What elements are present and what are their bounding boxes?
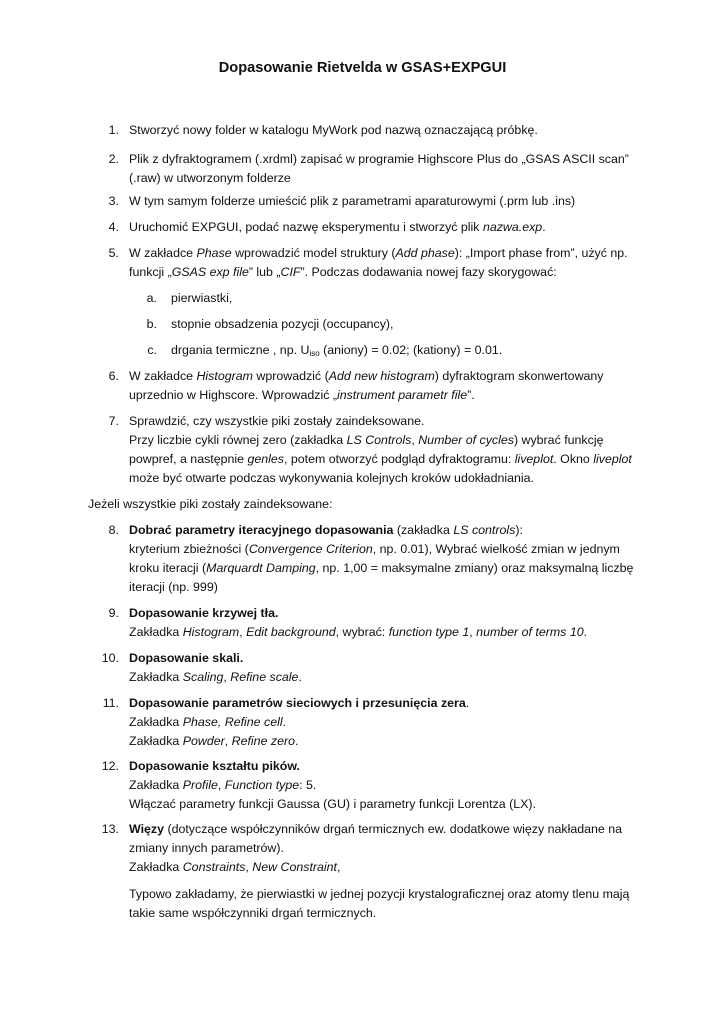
text-run: W zakładce xyxy=(129,246,197,260)
list-item xyxy=(108,367,649,405)
text-run: zmiany innych parametrów). xyxy=(129,841,284,855)
text-run: uprzednio w Highscore. Wprowadzić „ xyxy=(129,388,337,402)
text-run: Dopasowanie skali. xyxy=(129,651,244,665)
text-run: Zakładka xyxy=(129,625,183,639)
list-item xyxy=(101,757,649,814)
text-run: Number of cycles xyxy=(418,433,514,447)
text-run: . xyxy=(542,220,546,234)
text-run: W zakładce xyxy=(129,369,197,383)
list-item xyxy=(102,694,649,751)
sub-list-item xyxy=(146,289,651,308)
text-run: (dotyczące współczynników drgań termicznych ew. dodatkowe więzy nakładane na xyxy=(164,822,623,836)
list-item xyxy=(108,604,649,642)
text-run: . xyxy=(295,734,299,748)
text-run: 12. xyxy=(101,759,119,773)
text-run: iso xyxy=(309,349,320,358)
text-run: powpref, a następnie xyxy=(129,452,248,466)
text-run: Phase, Refine cell xyxy=(182,715,283,729)
text-run: , xyxy=(224,734,232,748)
text-run: Zakładka xyxy=(129,670,183,684)
text-run: (.raw) w utworzonym folderze xyxy=(129,171,291,185)
text-run: , np. 0.01), Wybrać wielkość zmian w jednym xyxy=(372,542,620,556)
text-run: może być otwarte podczas wykonywania kolejnych kroków udokładniania. xyxy=(129,471,534,485)
text-run: function type 1 xyxy=(388,625,470,639)
text-run: Zakładka xyxy=(129,734,183,748)
text-run: Histogram xyxy=(196,369,253,383)
text-run: 2. xyxy=(108,152,119,166)
text-run: Stworzyć nowy folder w katalogu MyWork pod nazwą oznaczającą próbkę. xyxy=(129,123,538,137)
text-run: , potem otworzyć podgląd dyfraktogramu: xyxy=(284,452,515,466)
text-run: Scaling xyxy=(182,670,224,684)
text-run: Zakładka xyxy=(129,778,183,792)
text-run: nazwa.exp xyxy=(482,220,543,234)
text-run: Refine scale xyxy=(230,670,299,684)
text-run: Function type xyxy=(224,778,300,792)
text-run: ” lub „ xyxy=(248,265,281,279)
text-run: liveplot xyxy=(593,452,632,466)
text-run: , np. 1,00 = maksymalne zmiany) oraz maksymalną liczbę xyxy=(315,561,634,575)
text-run: (zakładka xyxy=(393,523,454,537)
list-item xyxy=(108,244,649,282)
text-run: ) dyfraktogram skonwertowany xyxy=(434,369,604,383)
text-run: kroku iteracji ( xyxy=(129,561,207,575)
text-run: . xyxy=(282,715,287,729)
text-run: takie same współczynniki drgań termicznych. xyxy=(129,906,377,920)
text-run: W tym samym folderze umieścić plik z parametrami aparaturowymi (.prm lub .ins) xyxy=(129,194,576,208)
text-run: , xyxy=(239,625,247,639)
text-run: Edit background xyxy=(246,625,336,639)
text-run: Marquardt Damping xyxy=(206,561,316,575)
text-run: a. xyxy=(146,291,157,305)
list-item xyxy=(108,521,649,597)
text-run: b. xyxy=(146,317,157,331)
text-run: Zakładka xyxy=(129,860,183,874)
text-run: . xyxy=(465,696,470,710)
text-run: liveplot xyxy=(514,452,554,466)
text-run: . xyxy=(298,670,302,684)
text-run: 13. xyxy=(101,822,119,836)
text-run: wprowadzić model struktury ( xyxy=(231,246,396,260)
text-run: ”. Podczas dodawania nowej fazy skorygować: xyxy=(300,265,557,279)
list-item xyxy=(101,820,649,923)
text-run: (aniony) = 0.02; (kationy) = 0.01. xyxy=(319,343,503,357)
text-run: Sprawdzić, czy wszystkie piki zostały zaindeksowane. xyxy=(129,414,425,428)
text-run: Add phase xyxy=(395,246,455,260)
list-item xyxy=(108,150,649,188)
text-run: ): xyxy=(515,523,523,537)
page-title: Dopasowanie Rietvelda w GSAS+EXPGUI xyxy=(218,60,507,76)
text-run: Typowo zakładamy, że pierwiastki w jednej pozycji krystalograficznej oraz atomy tlenu mają xyxy=(129,887,630,901)
text-run: 11. xyxy=(102,696,119,710)
text-run: LS Controls xyxy=(346,433,412,447)
text-run: 6. xyxy=(108,369,119,383)
text-run: , xyxy=(337,860,341,874)
text-run: funkcji „ xyxy=(129,265,172,279)
text-run: Convergence Criterion xyxy=(248,542,373,556)
text-run: , xyxy=(469,625,477,639)
text-run: Plik z dyfraktogramem (.xrdml) zapisać w programie Highscore Plus do „GSAS ASCII scan” xyxy=(129,152,629,166)
sub-list-item xyxy=(147,341,651,363)
text-run: Powder xyxy=(182,734,225,748)
text-run: . Okno xyxy=(553,452,594,466)
text-run: 9. xyxy=(108,606,119,620)
text-run: Phase xyxy=(196,246,232,260)
text-run: 5. xyxy=(108,246,119,260)
text-run: Zakładka xyxy=(129,715,183,729)
text-run: Przy liczbie cykli równej zero (zakładka xyxy=(129,433,347,447)
text-run: , wybrać: xyxy=(335,625,389,639)
text-run: , xyxy=(217,778,225,792)
text-run: stopnie obsadzenia pozycji (occupancy), xyxy=(171,317,394,331)
text-run: 8. xyxy=(108,523,119,537)
text-run: Dopasowanie parametrów sieciowych i przesunięcia zera xyxy=(129,696,466,710)
text-run: ): „Import phase from”, użyć np. xyxy=(454,246,628,260)
sub-list-item xyxy=(146,315,651,334)
text-run: Profile xyxy=(182,778,218,792)
text-run: 4. xyxy=(108,220,119,234)
text-run: Dopasowanie krzywej tła. xyxy=(129,606,279,620)
list-item xyxy=(108,218,649,237)
list-item xyxy=(108,412,649,488)
text-run: c. xyxy=(147,343,157,357)
text-run: 10. xyxy=(101,651,119,665)
text-run: , xyxy=(245,860,253,874)
list-item xyxy=(101,649,649,687)
text-run: ”. xyxy=(467,388,475,402)
text-run: Dobrać parametry iteracyjnego dopasowania xyxy=(129,523,394,537)
text-run: pierwiastki, xyxy=(171,291,233,305)
text-run: drgania termiczne , np. U xyxy=(171,343,310,357)
text-run: Dopasowanie kształtu pików. xyxy=(129,759,300,773)
text-run: 1. xyxy=(108,123,119,137)
list-item xyxy=(108,121,649,140)
paragraph: Jeżeli wszystkie piki zostały zaindeksowane: xyxy=(88,497,333,511)
text-run: New Constraint xyxy=(252,860,337,874)
text-run: Uruchomić EXPGUI, podać nazwę eksperymentu i stworzyć plik xyxy=(129,220,483,234)
text-run: : 5. xyxy=(299,778,317,792)
list-item xyxy=(108,192,649,211)
text-run: iteracji (np. 999) xyxy=(129,580,218,594)
text-run: Więzy xyxy=(129,822,165,836)
text-run: , xyxy=(411,433,419,447)
text-run: Constraints xyxy=(182,860,246,874)
text-run: LS controls xyxy=(453,523,516,537)
text-run: wprowadzić ( xyxy=(252,369,329,383)
text-run: Włączać parametry funkcji Gaussa (GU) i parametry funkcji Lorentza (LX). xyxy=(129,797,536,811)
text-run: genles xyxy=(247,452,284,466)
text-run: CIF xyxy=(280,265,301,279)
text-run: instrument parametr file xyxy=(336,388,468,402)
text-run: Histogram xyxy=(182,625,240,639)
text-run: kryterium zbieżności ( xyxy=(129,542,249,556)
text-run: Add new histogram xyxy=(328,369,435,383)
text-run: . xyxy=(583,625,588,639)
text-run: GSAS exp file xyxy=(171,265,249,279)
text-run: number of terms 10 xyxy=(476,625,584,639)
text-run: , xyxy=(223,670,231,684)
text-run: 7. xyxy=(108,414,119,428)
text-run: Refine zero xyxy=(231,734,296,748)
text-run: ) wybrać funkcję xyxy=(513,433,604,447)
text-run: 3. xyxy=(108,194,119,208)
